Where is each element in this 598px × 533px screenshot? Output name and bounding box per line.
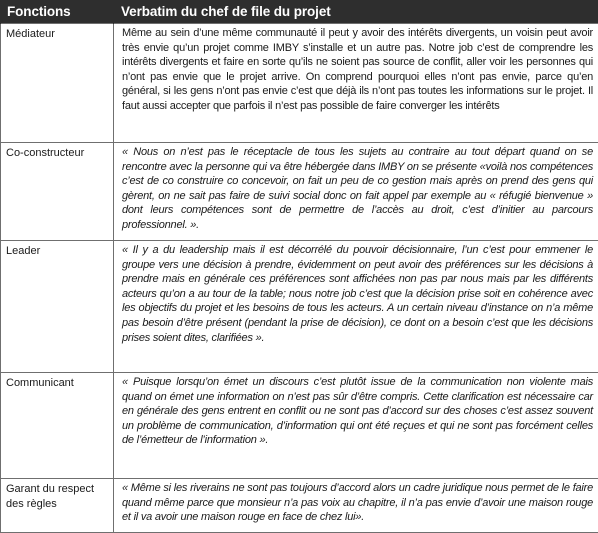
table-row bbox=[1, 373, 598, 479]
table-row bbox=[1, 24, 598, 143]
fonction-cell: Communicant bbox=[1, 373, 114, 479]
header-verbatim: Verbatim du chef de file du projet bbox=[114, 0, 598, 24]
table-header-row bbox=[1, 0, 598, 24]
verbatim-cell: Même au sein d’une même communauté il peut y avoir des intérêts divergents, un voisin peut avoir très envie qu’un projet comme IMBY s’installe et un autre pas. Notre job c’est de comprendre les intérêts divergents et faire en sorte qu’ils ne soient pas source de conflit, aller voir les personnes qui n’ont pas envie que le projet arrive. On comprend pourquoi elles n’ont pas envie, parce qu’en général, si les gens n’ont pas envie c’est que déjà ils n’ont pas toutes les informations sur le projet. Il faut aussi accepter que parfois il n’est pas possible de faire converger les intérêts bbox=[114, 24, 598, 143]
verbatim-cell: « Même si les riverains ne sont pas toujours d’accord alors un cadre juridique nous permet de le faire quand même parce que monsieur n’a pas voix au chapitre, il n’a pas envie d’avoir une maison rouge et il va avoir une maison rouge en face de chez lui». bbox=[114, 479, 598, 533]
table-row bbox=[1, 143, 598, 241]
fonction-cell: Garant du respect des règles bbox=[1, 479, 114, 533]
fonction-cell: Médiateur bbox=[1, 24, 114, 143]
table-row bbox=[1, 479, 598, 533]
verbatim-cell: « Il y a du leadership mais il est décorrélé du pouvoir décisionnaire, l’un c’est pour emmener le groupe vers une décision à prendre, évidemment on peut avoir des préférences sur les décisions à prendre mais en générale ces préférences sont affichées non pas par nous mais par les différents acteurs qu’on a au tour de la table; nous notre job c’est que la décision prise soit en cohérence avec les objectifs du projet et les besoins de tous les acteurs. A un certain niveau d’instance on n’a même pas besoin d’être présent (pendant la prise de décision), ce dont on a besoin c’est que les décisions prises soient dites, clarifiées ». bbox=[114, 241, 598, 373]
fonction-cell: Co-constructeur bbox=[1, 143, 114, 241]
header-fonctions: Fonctions bbox=[1, 0, 114, 24]
fonction-cell: Leader bbox=[1, 241, 114, 373]
verbatim-cell: « Puisque lorsqu’on émet un discours c’est plutôt issue de la communication non violente mais quand on émet une information on n’est pas sûr d’être compris. Cette clarification est nécessaire car en générale des gens entrent en conflit ou ne sont pas d’accord sur des choses c’est assez souvent un problème de communication, d’information qui ont été reçues et qui ne sont pas forcément celles de l’émetteur de l’information ». bbox=[114, 373, 598, 479]
verbatim-cell: « Nous on n’est pas le réceptacle de tous les sujets au contraire au tout départ quand on se rencontre avec la personne qui va être hébergée dans IMBY on se présente «voilà nos compétences c’est de co construire co concevoir, on fait un peu de co gestion mais après on prend des gens qui gèrent, on ne sait pas faire de suivi social donc on fait appel par exemple au « réfugié bienvenue » dont leurs compétences sont de permettre de l’accès au droit, c’est d’initier au parcours professionnel. ». bbox=[114, 143, 598, 241]
table-row bbox=[1, 241, 598, 373]
